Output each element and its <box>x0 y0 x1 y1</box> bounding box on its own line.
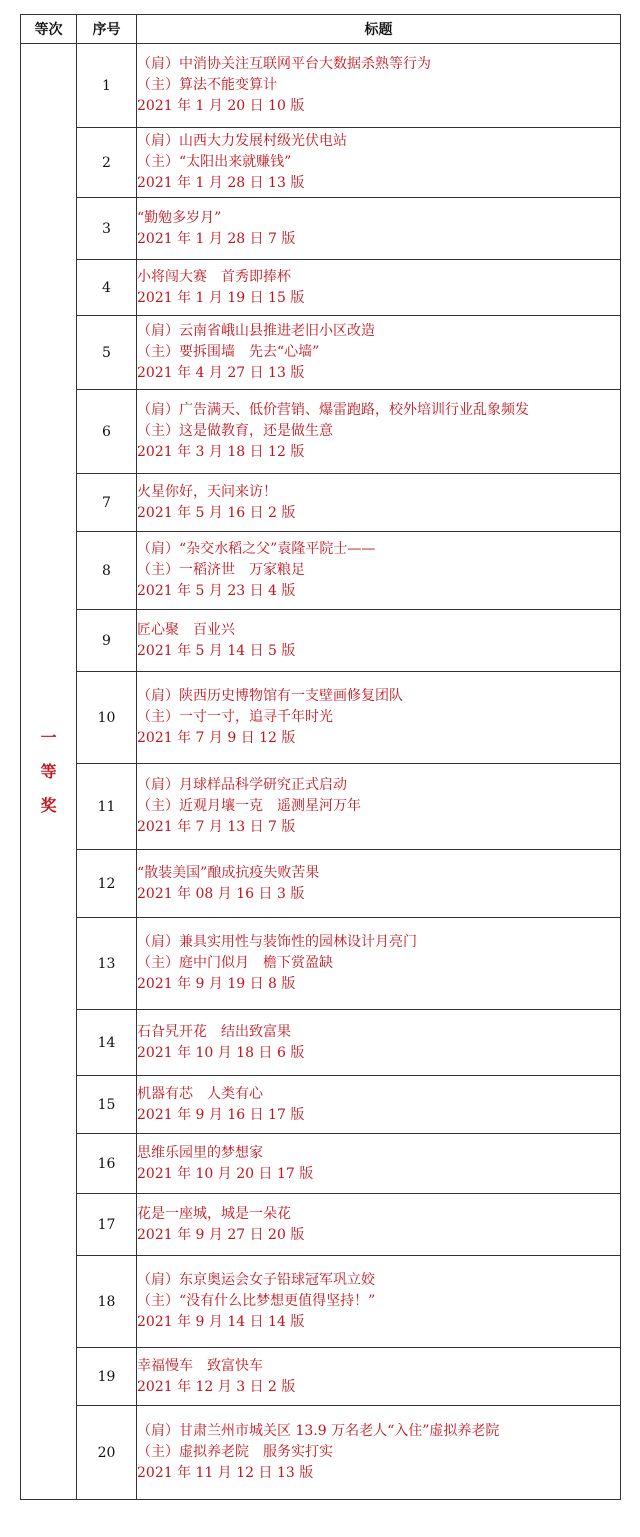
row-title-cell <box>137 198 621 260</box>
title-line: 2021 年 08 月 16 日 3 版 <box>137 885 305 902</box>
row-title-cell <box>137 1348 621 1406</box>
row-seq-number: 15 <box>77 1076 137 1134</box>
row-seq-number: 6 <box>77 390 137 474</box>
row-seq-number: 7 <box>77 474 137 532</box>
title-line: 2021 年 9 月 16 日 17 版 <box>137 1106 305 1123</box>
table-row <box>21 474 621 532</box>
table-row <box>21 918 621 1010</box>
row-title-cell <box>137 1256 621 1348</box>
title-line: 小将闯大赛 首秀即捧杯 <box>137 268 291 285</box>
table-row <box>21 764 621 850</box>
title-line: 2021 年 4 月 27 日 13 版 <box>137 365 305 381</box>
title-line: 2021 年 1 月 28 日 7 版 <box>137 230 296 247</box>
title-line: 2021 年 5 月 23 日 4 版 <box>137 583 296 599</box>
title-line: （肩）兼具实用性与装饰性的园林设计月亮门 <box>137 934 417 950</box>
row-seq-number: 2 <box>77 128 137 198</box>
row-seq-number: 11 <box>77 764 137 850</box>
row-title-cell <box>137 764 621 850</box>
title-line: （主）“太阳出来就赚钱” <box>137 154 292 170</box>
title-line: 2021 年 12 月 3 日 2 版 <box>137 1378 296 1395</box>
row-seq-number: 4 <box>77 260 137 316</box>
title-line: （主）一寸一寸，追寻千年时光 <box>137 709 333 725</box>
row-seq-number: 10 <box>77 672 137 764</box>
title-line: 2021 年 10 月 18 日 6 版 <box>137 1044 305 1061</box>
row-seq-number: 5 <box>77 316 137 390</box>
title-line: 2021 年 9 月 14 日 14 版 <box>137 1314 305 1330</box>
award-level-cell <box>21 44 77 1500</box>
title-line: 花是一座城，城是一朵花 <box>137 1205 291 1222</box>
header-title: 标题 <box>137 15 621 44</box>
title-line: （主）庭中门似月 檐下赏盈缺 <box>137 955 333 971</box>
row-seq-number: 3 <box>77 198 137 260</box>
title-line: 2021 年 7 月 13 日 7 版 <box>137 819 296 835</box>
row-title-cell <box>137 474 621 532</box>
table-row <box>21 390 621 474</box>
title-line: （肩）云南省峨山县推进老旧小区改造 <box>137 323 375 339</box>
row-seq-number: 19 <box>77 1348 137 1406</box>
table-row <box>21 198 621 260</box>
table-row <box>21 850 621 918</box>
title-line: （肩）东京奥运会女子铅球冠军巩立姣 <box>137 1272 375 1288</box>
title-line: 2021 年 7 月 9 日 12 版 <box>137 730 296 746</box>
row-seq-number: 12 <box>77 850 137 918</box>
title-line: 2021 年 1 月 28 日 13 版 <box>137 175 305 191</box>
title-line: 2021 年 11 月 12 日 13 版 <box>137 1465 314 1481</box>
row-title-cell <box>137 316 621 390</box>
row-title-cell <box>137 1010 621 1076</box>
award-level-char: 一 <box>40 727 57 747</box>
award-level-char: 等 <box>40 761 57 781</box>
table-row <box>21 1134 621 1194</box>
title-line: （肩）陕西历史博物馆有一支壁画修复团队 <box>137 688 403 704</box>
header-row <box>21 15 621 44</box>
table-row <box>21 316 621 390</box>
title-line: （主）近观月壤一克 遥测星河万年 <box>137 798 361 814</box>
table-body <box>21 44 621 1500</box>
row-title-cell <box>137 44 621 128</box>
table-row <box>21 1348 621 1406</box>
table-row <box>21 1076 621 1134</box>
title-line: 2021 年 9 月 19 日 8 版 <box>137 976 296 992</box>
table-row <box>21 1406 621 1500</box>
table-row <box>21 610 621 672</box>
row-title-cell <box>137 128 621 198</box>
header-seq: 序号 <box>77 15 137 44</box>
table-row <box>21 532 621 610</box>
row-seq-number: 8 <box>77 532 137 610</box>
row-seq-number: 13 <box>77 918 137 1010</box>
row-seq-number: 16 <box>77 1134 137 1194</box>
title-line: 2021 年 3 月 18 日 12 版 <box>137 444 305 460</box>
table-row <box>21 1010 621 1076</box>
table-row <box>21 128 621 198</box>
title-line: （主）“没有什么比梦想更值得坚持！” <box>137 1293 376 1309</box>
title-line: （主）要拆围墙 先去“心墙” <box>137 344 320 360</box>
row-seq-number: 18 <box>77 1256 137 1348</box>
title-line: 2021 年 5 月 16 日 2 版 <box>137 504 296 521</box>
title-line: 机器有芯 人类有心 <box>137 1085 263 1102</box>
title-line: “勤勉多岁月” <box>137 209 222 226</box>
table-row <box>21 672 621 764</box>
title-line: （主）虚拟养老院 服务实打实 <box>137 1444 333 1460</box>
title-line: （主）算法不能变算计 <box>137 77 277 93</box>
title-line: 2021 年 1 月 19 日 15 版 <box>137 289 305 306</box>
row-seq-number: 9 <box>77 610 137 672</box>
row-seq-number: 14 <box>77 1010 137 1076</box>
header-level: 等次 <box>21 15 77 44</box>
title-line: （肩）山西大力发展村级光伏电站 <box>137 133 347 149</box>
table-row <box>21 44 621 128</box>
row-title-cell <box>137 1134 621 1194</box>
title-line: 2021 年 5 月 14 日 5 版 <box>137 642 296 659</box>
title-line: （肩）甘肃兰州市城关区 13.9 万名老人“入住”虚拟养老院 <box>137 1423 500 1439</box>
row-seq-number: 20 <box>77 1406 137 1500</box>
row-title-cell <box>137 1194 621 1256</box>
title-line: （肩）月球样品科学研究正式启动 <box>137 777 347 793</box>
row-title-cell <box>137 1406 621 1500</box>
title-line: 2021 年 9 月 27 日 20 版 <box>137 1226 305 1243</box>
title-line: （肩）“杂交水稻之父”袁隆平院士—— <box>137 541 376 557</box>
table-row <box>21 1256 621 1348</box>
row-title-cell <box>137 260 621 316</box>
title-line: （主）这是做教育，还是做生意 <box>137 423 333 439</box>
title-line: （主）一稻济世 万家粮足 <box>137 562 305 578</box>
title-line: “散装美国”酿成抗疫失败苦果 <box>137 864 320 881</box>
title-line: 幸福慢车 致富快车 <box>137 1357 263 1374</box>
row-title-cell <box>137 1076 621 1134</box>
title-line: （肩）广告满天、低价营销、爆雷跑路，校外培训行业乱象频发 <box>137 402 529 418</box>
row-title-cell <box>137 532 621 610</box>
row-title-cell <box>137 610 621 672</box>
title-line: 2021 年 10 月 20 日 17 版 <box>137 1165 314 1182</box>
award-level-char: 奖 <box>40 795 57 815</box>
row-title-cell <box>137 390 621 474</box>
awards-table <box>20 14 621 1500</box>
title-line: 思维乐园里的梦想家 <box>137 1144 263 1161</box>
row-title-cell <box>137 672 621 764</box>
title-line: （肩）中消协关注互联网平台大数据杀熟等行为 <box>137 56 431 72</box>
row-seq-number: 1 <box>77 44 137 128</box>
title-line: 匠心聚 百业兴 <box>137 621 235 638</box>
row-title-cell <box>137 850 621 918</box>
row-seq-number: 17 <box>77 1194 137 1256</box>
table-row <box>21 1194 621 1256</box>
row-title-cell <box>137 918 621 1010</box>
title-line: 火星你好，天问来访！ <box>137 483 277 500</box>
table-row <box>21 260 621 316</box>
title-line: 石旮旯开花 结出致富果 <box>137 1023 291 1040</box>
title-line: 2021 年 1 月 20 日 10 版 <box>137 98 305 114</box>
